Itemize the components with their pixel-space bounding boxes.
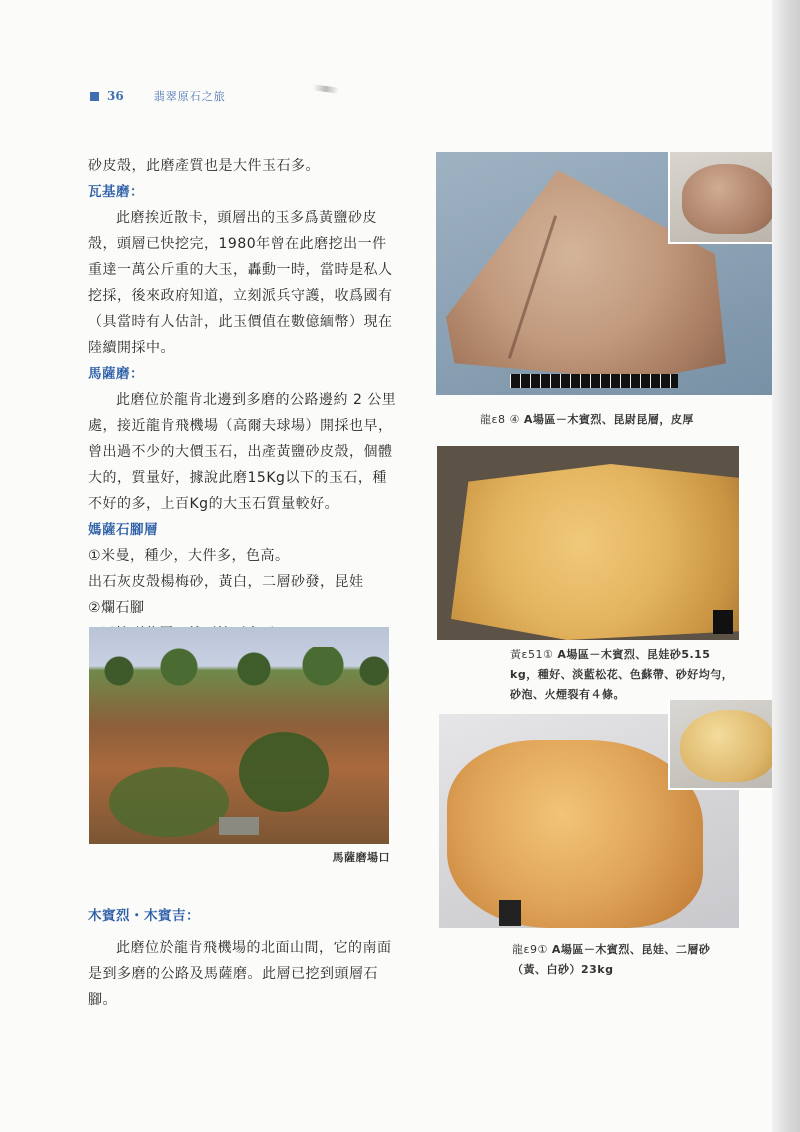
- heading-rock-layers: 媽薩石腳層: [88, 522, 158, 538]
- inset-photo: [668, 152, 784, 244]
- scan-smudge: [313, 84, 340, 94]
- header-square-mark: [90, 92, 99, 101]
- shrub-cluster: [109, 767, 229, 837]
- paragraph-mubin-mine: 此磨位於龍肯飛機場的北面山間，它的南面是到多磨的公路及馬薩磨。此層已挖到頭層石腳。: [88, 940, 392, 1008]
- photo3-caption: [512, 940, 744, 980]
- paragraph-continued: 砂皮殼，此磨產質也是大件玉石多。: [88, 158, 320, 174]
- heading-mubin-mine: 木賓烈・木賓吉：: [88, 908, 200, 924]
- heading-waji-mine: 瓦基磨：: [88, 184, 144, 200]
- hut: [219, 817, 259, 835]
- layer-item-1: ①米曼，種少，大件多，色高。: [88, 548, 290, 564]
- orange-sand-skin-rock: [447, 740, 703, 928]
- body-text-top: [88, 153, 400, 647]
- landscape-caption: 馬薩磨場口: [332, 851, 390, 864]
- photo3-id: 龍ε9①: [512, 943, 548, 956]
- jade-rock-photo-2: [437, 446, 739, 640]
- photo1-id: 龍ε8 ④: [480, 413, 520, 426]
- photo1-text: A場區－木賓烈、昆尉昆層，皮厚: [523, 413, 694, 426]
- scale-ruler: [510, 374, 678, 388]
- paragraph-masa-mine: 此磨位於龍肯北邊到多磨的公路邊約 2 公里處，接近龍肯飛機場（高爾夫球場）開採也早，曾出過不少的大價玉石，出產黃鹽砂皮殼，個體大的，質量好，據說此磨15Kg以下的玉石，種不好的多，上百Kg的大玉石質量較好。: [88, 392, 397, 512]
- treeline: [89, 647, 389, 687]
- page-number: 36: [107, 89, 124, 103]
- photo2-id: 黃ε51①: [510, 648, 554, 661]
- scale-ruler: [713, 610, 733, 634]
- tree-cluster: [239, 732, 329, 812]
- heading-masa-mine: 馬薩磨：: [88, 366, 144, 382]
- mine-landscape-photo: [89, 627, 389, 844]
- inset-rock: [682, 164, 774, 234]
- photo1-caption: [480, 410, 770, 430]
- layer-item-1-detail: 出石灰皮殼楊梅砂，黃白，二層砂發，昆娃: [88, 574, 364, 590]
- page-header: [90, 88, 226, 104]
- book-title: 翡翠原石之旅: [153, 90, 226, 103]
- page-edge-shadow: [772, 0, 800, 1132]
- scale-ruler: [499, 900, 521, 926]
- photo3-text: A場區－木賓烈、昆娃、二層砂（黃、白砂）23kg: [512, 943, 711, 976]
- layer-item-2: ②爛石腳: [88, 600, 145, 616]
- body-text-bottom: [88, 903, 400, 1013]
- inset-rock-3: [680, 710, 776, 782]
- yellow-sand-skin-rock: [451, 464, 739, 640]
- photo2-text: A場區－木賓烈、昆娃砂5.15 kg，種好、淡藍松花、色蘇帶、砂好均勻，砂泡、火煙裂有４條。: [510, 648, 734, 701]
- photo2-caption: [510, 645, 742, 705]
- jade-rock-photo-1: [436, 152, 784, 395]
- paragraph-waji-mine: 此磨挨近散卡，頭層出的玉多爲黃鹽砂皮殼，頭層已快挖完，1980年曾在此磨挖出一件重達一萬公斤重的大玉，轟動一時，當時是私人挖採，後來政府知道，立刻派兵守護，收爲國有（具當時有人估計，此玉價值在數億緬幣）現在陸續開採中。: [88, 210, 393, 356]
